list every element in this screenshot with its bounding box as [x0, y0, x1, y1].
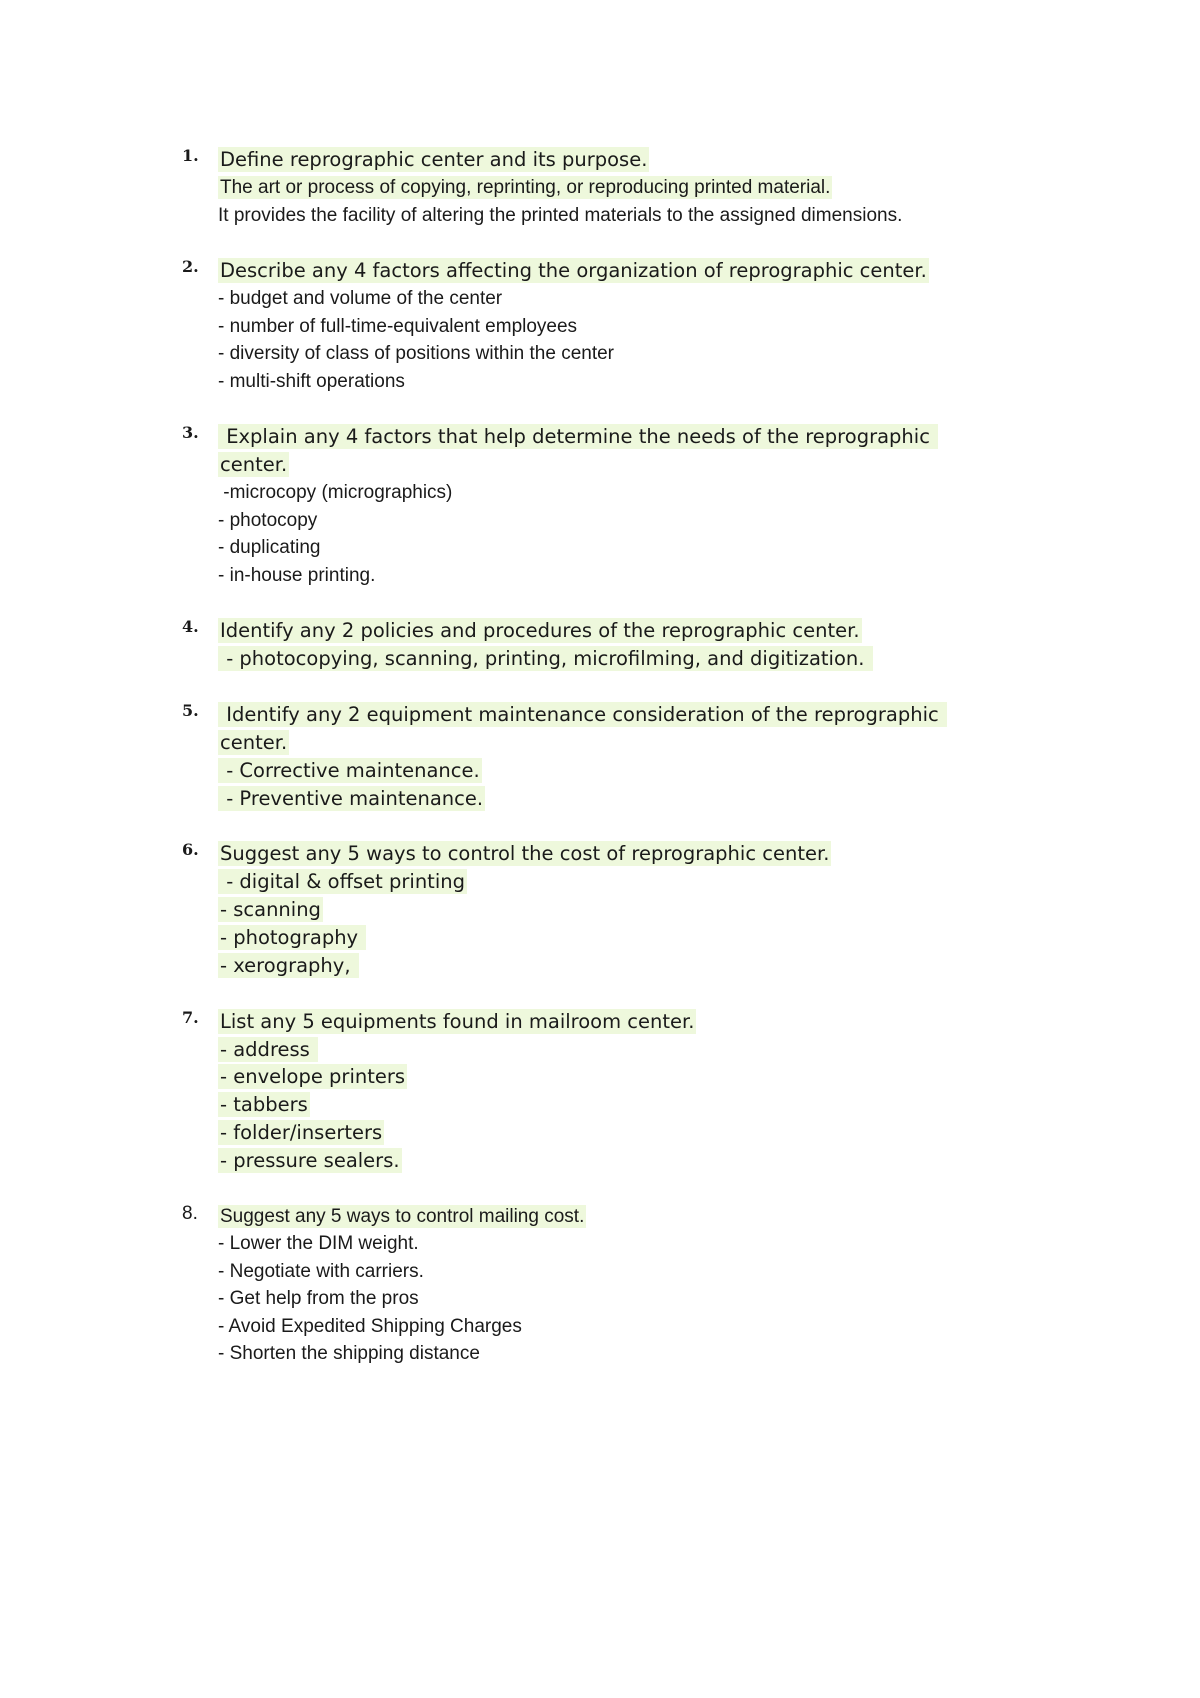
answer-line: It provides the facility of altering the printed materials to the assigned dimensions. [218, 204, 903, 226]
answer-line: - diversity of class of positions within the center [218, 343, 615, 364]
answer-line: - budget and volume of the center [218, 288, 503, 309]
answer-line: - Avoid Expedited Shipping Charges [218, 1315, 522, 1337]
item-number: 7. [182, 1007, 199, 1027]
list-item [0, 1008, 1200, 1175]
answer-line: - number of full-time-equivalent employees [218, 315, 578, 337]
question-text: Describe any 4 factors affecting the organization of reprographic center. [220, 259, 927, 282]
list-item [0, 840, 1200, 979]
answer-line: - photocopying, scanning, printing, microfilming, and digitization. [220, 647, 871, 670]
item-number: 4. [182, 617, 199, 636]
answer-line: - photography [220, 925, 365, 949]
item-number: 6. [182, 840, 199, 860]
question-text: center. [220, 730, 288, 754]
answer-line: - digital & offset printing [220, 870, 465, 894]
answer-line: - Corrective maintenance. [220, 758, 480, 782]
answer-line: The art or process of copying, reprinting, or reproducing printed material. [220, 177, 831, 198]
answer-line: - pressure sealers. [220, 1148, 400, 1172]
answer-line: - Get help from the pros [218, 1288, 419, 1310]
list-item [0, 701, 1200, 813]
list-item [0, 617, 1200, 673]
list-item [0, 146, 1200, 229]
answer-line: - Lower the DIM weight. [218, 1233, 419, 1255]
answer-line: - multi-shift operations [218, 370, 405, 392]
answer-line: - in-house printing. [218, 564, 376, 586]
item-number: 8. [182, 1202, 198, 1224]
question-text: Identify any 2 equipment maintenance consideration of the reprographic [220, 702, 945, 726]
item-number: 3. [182, 423, 199, 442]
item-number: 5. [182, 700, 199, 720]
list-item [0, 1203, 1200, 1368]
answer-line: - folder/inserters [220, 1120, 383, 1144]
item-number: 2. [182, 257, 199, 276]
question-text: center. [220, 453, 288, 476]
question-list [0, 146, 1200, 1368]
question-text: Suggest any 5 ways to control mailing cost. [220, 1205, 585, 1227]
answer-line: - Preventive maintenance. [220, 786, 484, 810]
answer-line: - tabbers [220, 1093, 308, 1117]
question-text: Explain any 4 factors that help determine the needs of the reprographic [220, 425, 937, 448]
answer-line: - scanning [220, 898, 321, 922]
list-item [0, 257, 1200, 395]
answer-line: - photocopy [218, 509, 318, 531]
answer-line: - Shorten the shipping distance [218, 1343, 480, 1365]
answer-line: - envelope printers [220, 1065, 406, 1089]
question-text: List any 5 equipments found in mailroom center. [220, 1009, 695, 1033]
answer-line: - duplicating [218, 537, 321, 558]
answer-line: - address [220, 1037, 317, 1061]
answer-line: - Negotiate with carriers. [218, 1260, 424, 1282]
answer-line: - xerography, [220, 953, 357, 977]
question-text: Suggest any 5 ways to control the cost of reprographic center. [220, 842, 830, 866]
question-text: Identify any 2 policies and procedures of the reprographic center. [220, 619, 860, 642]
answer-line: -microcopy (micrographics) [218, 482, 453, 503]
item-number: 1. [182, 146, 199, 165]
question-text: Define reprographic center and its purpose. [220, 148, 648, 171]
list-item [0, 423, 1200, 589]
